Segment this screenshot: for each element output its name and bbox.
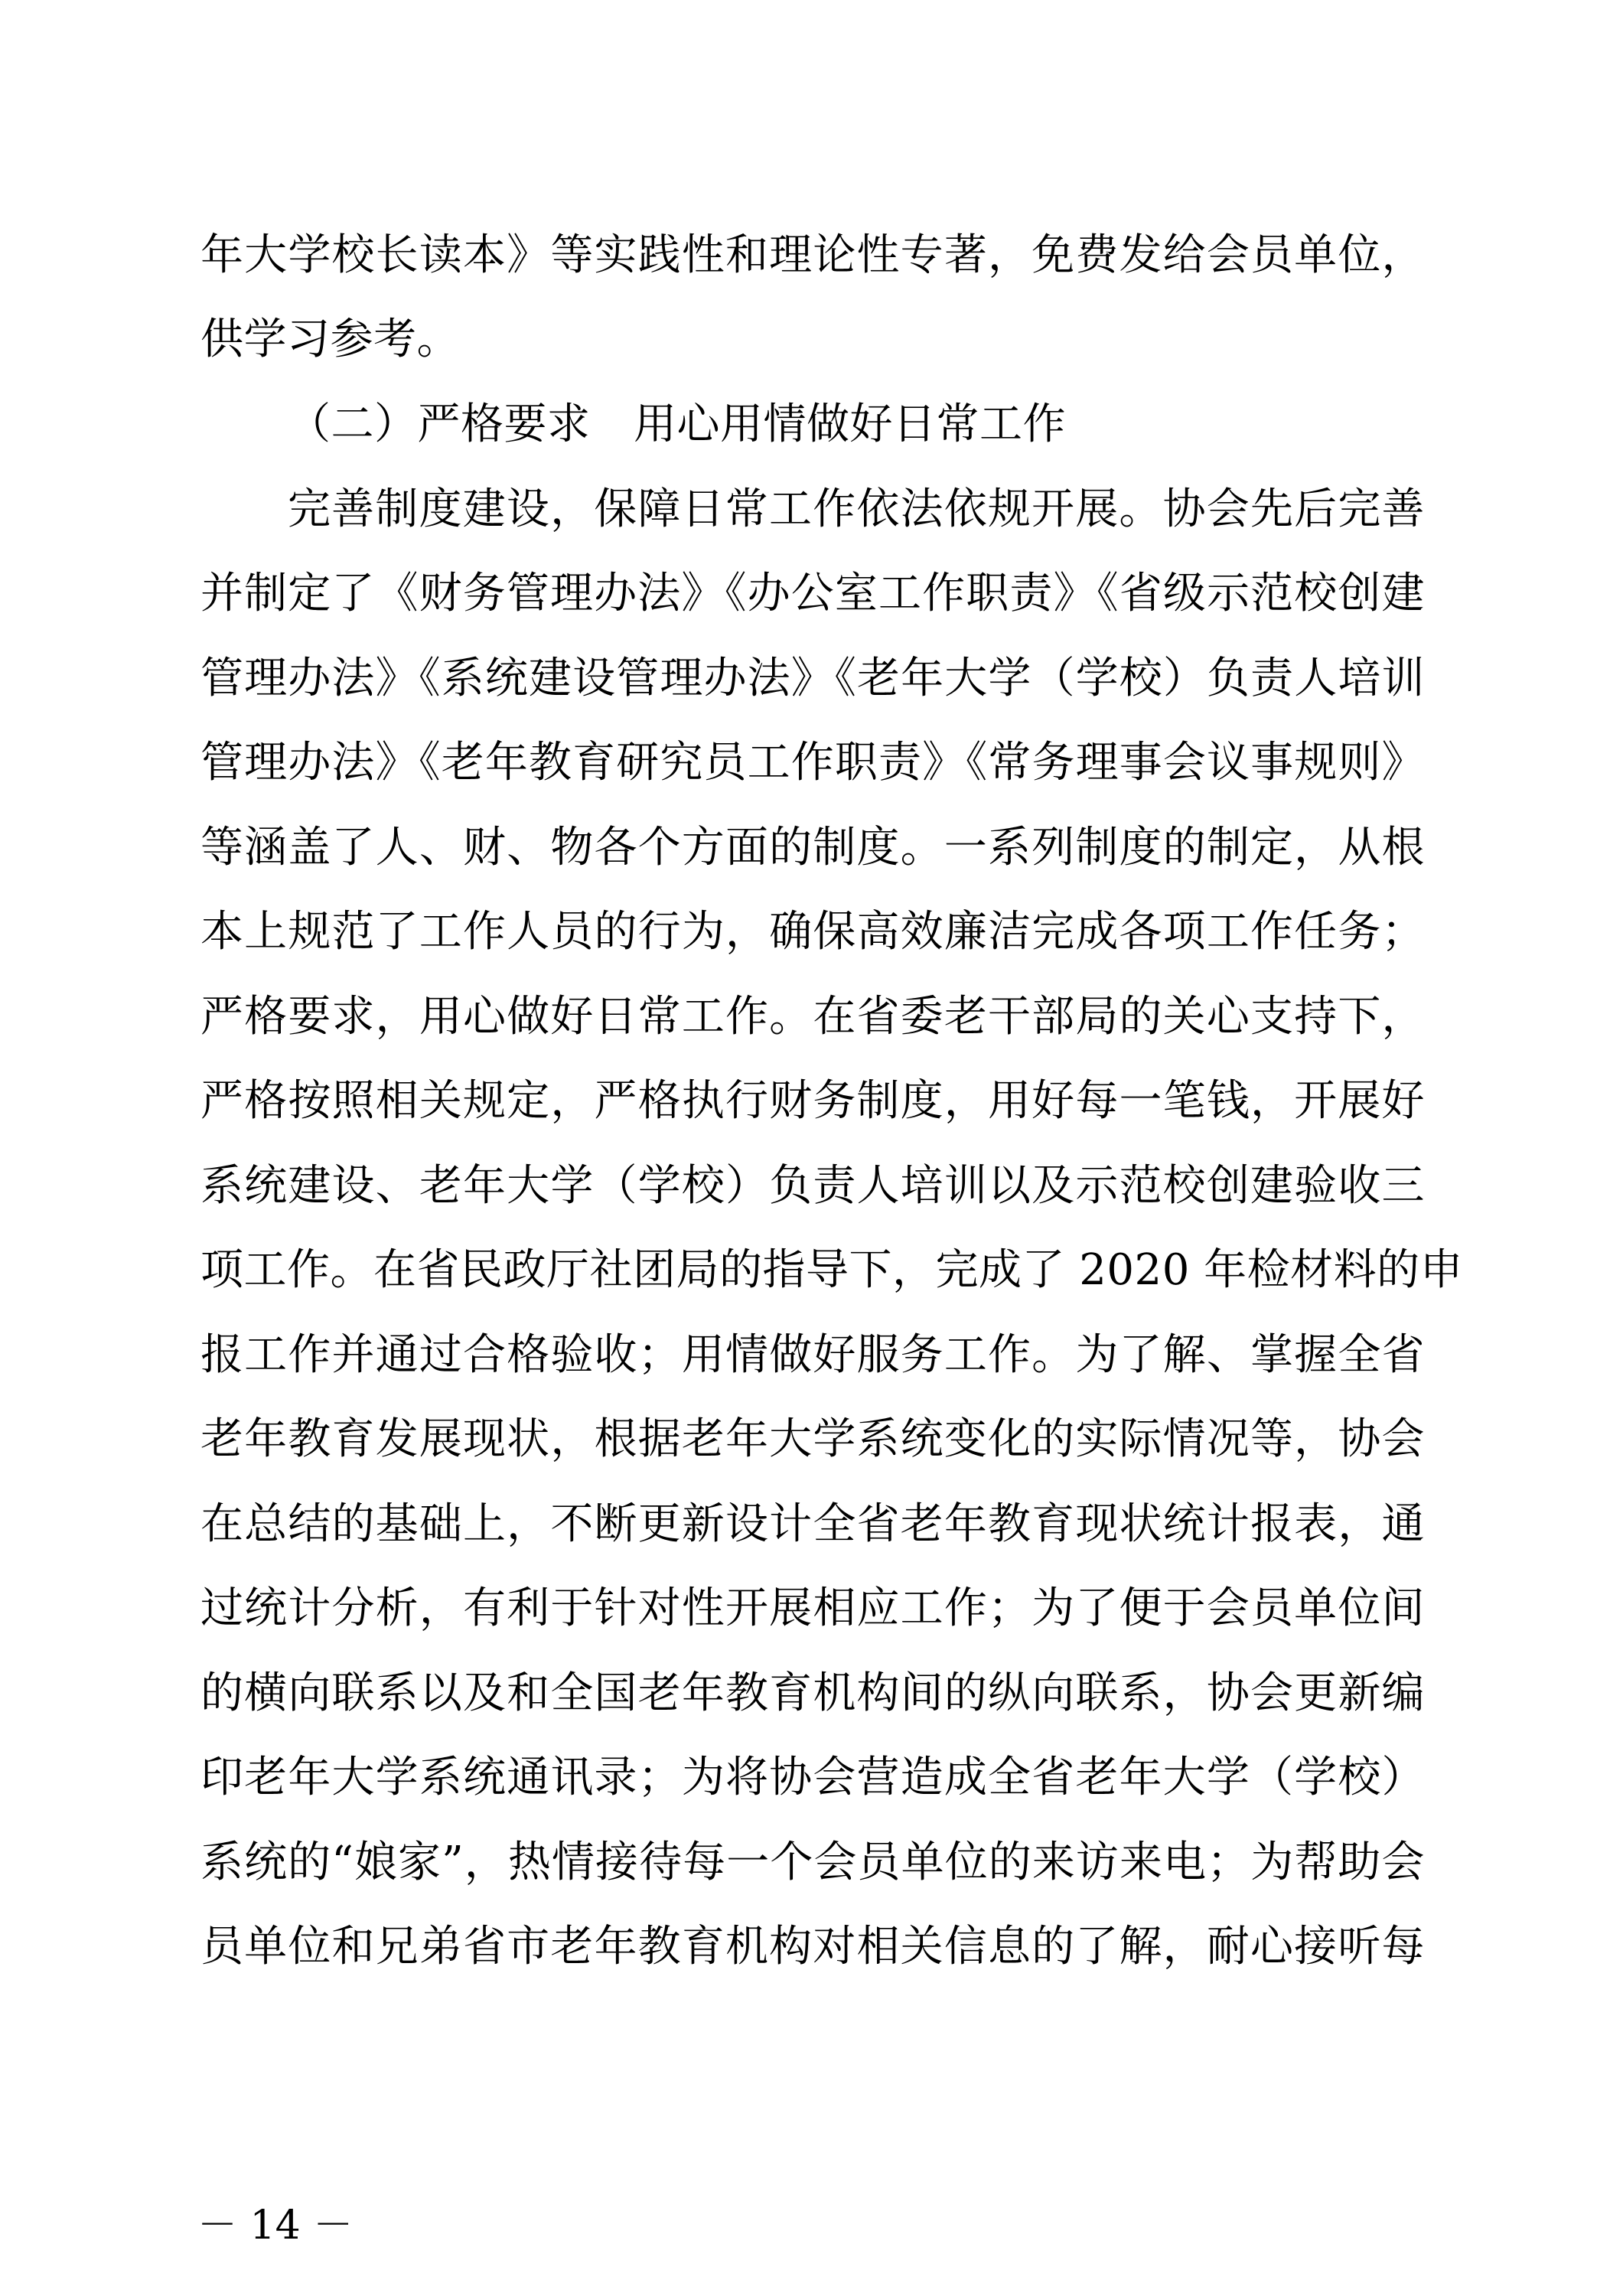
body-paragraph-line-7: 严格要求，用心做好日常工作。在省委老干部局的关心支持下， <box>200 992 1425 1042</box>
page-number: － 14 － <box>197 2203 354 2249</box>
body-paragraph-line-9: 系统建设、老年大学（学校）负责人培训以及示范校创建验收三 <box>200 1161 1425 1211</box>
body-paragraph-line-14: 过统计分析，有利于针对性开展相应工作；为了便于会员单位间 <box>200 1583 1425 1633</box>
body-paragraph-line-10: 项工作。在省民政厅社团局的指导下，完成了 2020 年检材料的申 <box>200 1245 1464 1295</box>
body-paragraph-line-15: 的横向联系以及和全国老年教育机构间的纵向联系，协会更新编 <box>200 1668 1425 1718</box>
body-paragraph-line-2: 并制定了《财务管理办法》《办公室工作职责》《省级示范校创建 <box>200 569 1425 618</box>
continued-paragraph-line-2: 供学习参考。 <box>200 315 460 364</box>
body-paragraph-line-8: 严格按照相关规定，严格执行财务制度，用好每一笔钱，开展好 <box>200 1076 1425 1126</box>
body-paragraph-line-12: 老年教育发展现状，根据老年大学系统变化的实际情况等，协会 <box>200 1414 1425 1464</box>
continued-paragraph-line-1: 年大学校长读本》等实践性和理论性专著，免费发给会员单位， <box>200 230 1425 280</box>
body-paragraph-line-3: 管理办法》《系统建设管理办法》《老年大学（学校）负责人培训 <box>200 654 1425 703</box>
body-paragraph-line-16: 印老年大学系统通讯录；为将协会营造成全省老年大学（学校） <box>200 1753 1425 1802</box>
body-paragraph-line-5: 等涵盖了人、财、物各个方面的制度。一系列制度的制定，从根 <box>200 823 1425 872</box>
body-paragraph-line-6: 本上规范了工作人员的行为，确保高效廉洁完成各项工作任务； <box>200 907 1425 957</box>
body-paragraph-line-11: 报工作并通过合格验收；用情做好服务工作。为了解、掌握全省 <box>200 1330 1425 1380</box>
section-heading: （二）严格要求 用心用情做好日常工作 <box>288 400 1066 449</box>
body-paragraph-line-18: 员单位和兄弟省市老年教育机构对相关信息的了解，耐心接听每 <box>200 1922 1425 1971</box>
body-paragraph-line-1: 完善制度建设，保障日常工作依法依规开展。协会先后完善 <box>288 484 1425 534</box>
body-paragraph-line-17: 系统的“娘家”，热情接待每一个会员单位的来访来电；为帮助会 <box>200 1838 1425 1887</box>
body-paragraph-line-4: 管理办法》《老年教育研究员工作职责》《常务理事会议事规则》 <box>200 738 1425 788</box>
body-paragraph-line-13: 在总结的基础上，不断更新设计全省老年教育现状统计报表，通 <box>200 1499 1425 1549</box>
